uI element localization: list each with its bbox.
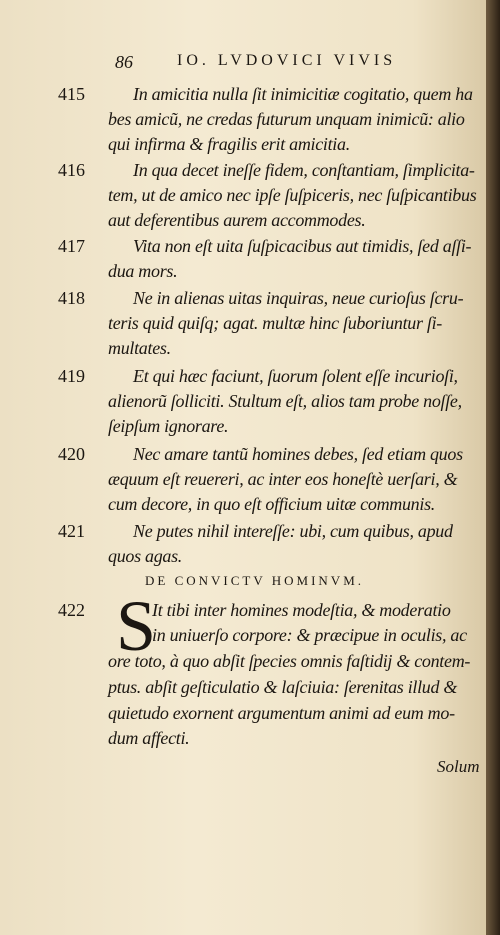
entry-number: 420 — [58, 444, 85, 464]
entry-line: in uniuerſo corpore: & præcipue in oculis, ac — [152, 625, 467, 645]
running-title: IO. LVDOVICI VIVIS — [177, 52, 397, 69]
entry-line: Ne in alienas uitas inquiras, neue curioſus ſcru- — [133, 288, 464, 308]
entry-line: dua mors. — [108, 261, 178, 281]
entry-line: dum affecti. — [108, 728, 190, 748]
entry-line: æquum eſt reuereri, ac inter eos honeſtè uerſari, & — [108, 469, 458, 489]
entry-number: 422 — [58, 600, 85, 620]
catchword: Solum — [437, 757, 480, 776]
entry-line: ore toto, à quo abſit ſpecies omnis faſtidij & contem- — [108, 651, 471, 671]
entry-number: 415 — [58, 84, 85, 104]
entry-line: tem, ut de amico nec ipſe ſuſpiceris, nec ſuſpicantibus — [108, 185, 477, 205]
drop-capital: S — [116, 586, 157, 666]
entry-number: 421 — [58, 521, 85, 541]
section-heading: DE CONVICTV HOMINVM. — [145, 573, 365, 588]
entry-line: It tibi inter homines modeſtia, & moderatio — [152, 600, 451, 620]
page-edge — [486, 0, 500, 935]
entry-number: 416 — [58, 160, 85, 180]
entry-line: multates. — [108, 338, 171, 358]
entry-number: 419 — [58, 366, 85, 386]
entry-line: Et qui hæc faciunt, ſuorum ſolent eſſe incurioſi, — [133, 366, 458, 386]
entry-line: In qua decet ineſſe fidem, conſtantiam, ſimplicita- — [133, 160, 475, 180]
entry-line: quietudo exornent argumentum animi ad eum mo- — [108, 703, 455, 723]
entry-line: teris quid quiſq; agat. multæ hinc ſuboriuntur ſi- — [108, 313, 443, 333]
entry-line: alienorũ ſolliciti. Stultum eſt, alios tam probe noſſe, — [108, 391, 462, 411]
page-number: 86 — [115, 52, 133, 72]
entry-number: 418 — [58, 288, 85, 308]
entry-line: aut deferentibus aurem accommodes. — [108, 210, 366, 230]
entry-number: 417 — [58, 236, 85, 256]
entry-line: cum decore, in quo eſt officium uitæ communis. — [108, 494, 435, 514]
entry-line: bes amicũ, ne credas futurum unquam inimicũ: alio — [108, 109, 465, 129]
entry-line: quos agas. — [108, 546, 183, 566]
entry-line: qui infirma & fragilis erit amicitia. — [108, 134, 350, 154]
entry-line: ſeipſum ignorare. — [108, 416, 229, 436]
entry-line: Ne putes nihil intereſſe: ubi, cum quibus, apud — [133, 521, 453, 541]
entry-line: Vita non eſt uita ſuſpicacibus aut timidis, ſed aſſi- — [133, 236, 472, 256]
entry-line: In amicitia nulla ſit inimicitiæ cogitatio, quem ha — [133, 84, 473, 104]
entry-line: ptus. abſit geſticulatio & laſciuia: ſerenitas illud & — [108, 677, 458, 697]
entry-line: Nec amare tantũ homines debes, ſed etiam quos — [133, 444, 463, 464]
